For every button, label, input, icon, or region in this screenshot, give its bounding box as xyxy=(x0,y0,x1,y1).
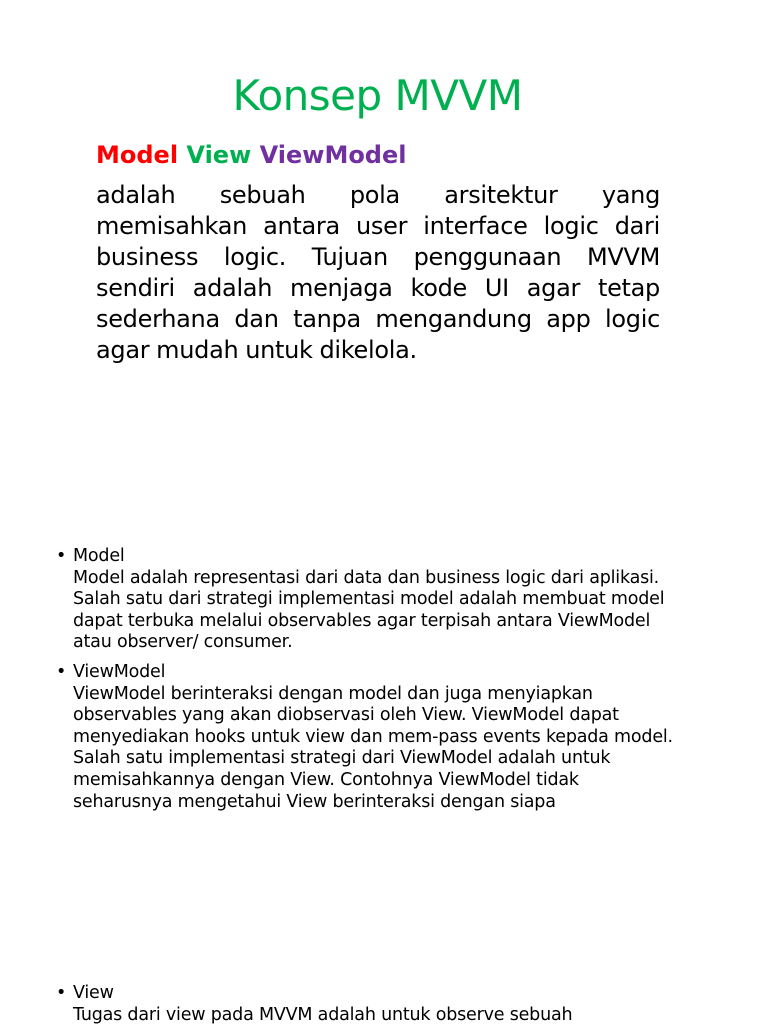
bullet-marker: • xyxy=(56,546,67,566)
intro-line: memisahkan antara user interface logic dari xyxy=(96,212,660,240)
slide-title: Konsep MVVM xyxy=(232,71,523,120)
bullet-title: Model xyxy=(73,546,125,566)
bullet-line: observables yang akan diobservasi oleh View. ViewModel dapat xyxy=(73,705,619,726)
bullet-line: menyediakan hooks untuk view dan mem-pass events kepada model. xyxy=(73,726,673,747)
bullet-content xyxy=(73,546,756,654)
bullet-item-model xyxy=(56,546,756,654)
bullet-content xyxy=(73,662,756,813)
heading-viewmodel: ViewModel xyxy=(259,141,407,169)
bullet-line: Model adalah representasi dari data dan business logic dari aplikasi. xyxy=(73,567,660,588)
bullet-line: seharusnya mengetahui View berinteraksi dengan siapa xyxy=(73,791,556,812)
intro-line: sederhana dan tanpa mengandung app logic xyxy=(96,305,660,333)
intro-line: sendiri adalah menjaga kode UI agar tetap xyxy=(96,274,660,302)
bullet-line: ViewModel berinteraksi dengan model dan juga menyiapkan xyxy=(73,683,593,704)
heading-model: Model xyxy=(96,141,179,169)
bullet-line: memisahkannya dengan View. Contohnya ViewModel tidak xyxy=(73,769,579,790)
bullet-line: Salah satu dari strategi implementasi model adalah membuat model xyxy=(73,589,665,610)
bullet-content xyxy=(73,983,756,1026)
bullet-line: dapat terbuka melalui observables agar terpisah antara ViewModel xyxy=(73,610,651,631)
intro-paragraph xyxy=(96,180,660,366)
bullet-title: ViewModel xyxy=(73,662,166,682)
bullet-marker: • xyxy=(56,662,67,682)
bullet-line: Salah satu implementasi strategi dari ViewModel adalah untuk xyxy=(73,748,611,769)
bullet-title: View xyxy=(73,983,114,1003)
bullet-marker: • xyxy=(56,983,67,1003)
heading-view: View xyxy=(186,141,252,169)
bullet-line: atau observer/ consumer. xyxy=(73,632,293,653)
bullet-item-view xyxy=(56,983,756,1026)
mvvm-heading xyxy=(96,138,407,172)
bullet-line: Tugas dari view pada MVVM adalah untuk observe sebuah xyxy=(73,1004,573,1025)
intro-line: business logic. Tujuan penggunaan MVVM xyxy=(96,243,660,271)
intro-line: adalah sebuah pola arsitektur yang xyxy=(96,181,660,209)
bullet-item-viewmodel xyxy=(56,662,756,813)
intro-line: agar mudah untuk dikelola. xyxy=(96,336,417,364)
